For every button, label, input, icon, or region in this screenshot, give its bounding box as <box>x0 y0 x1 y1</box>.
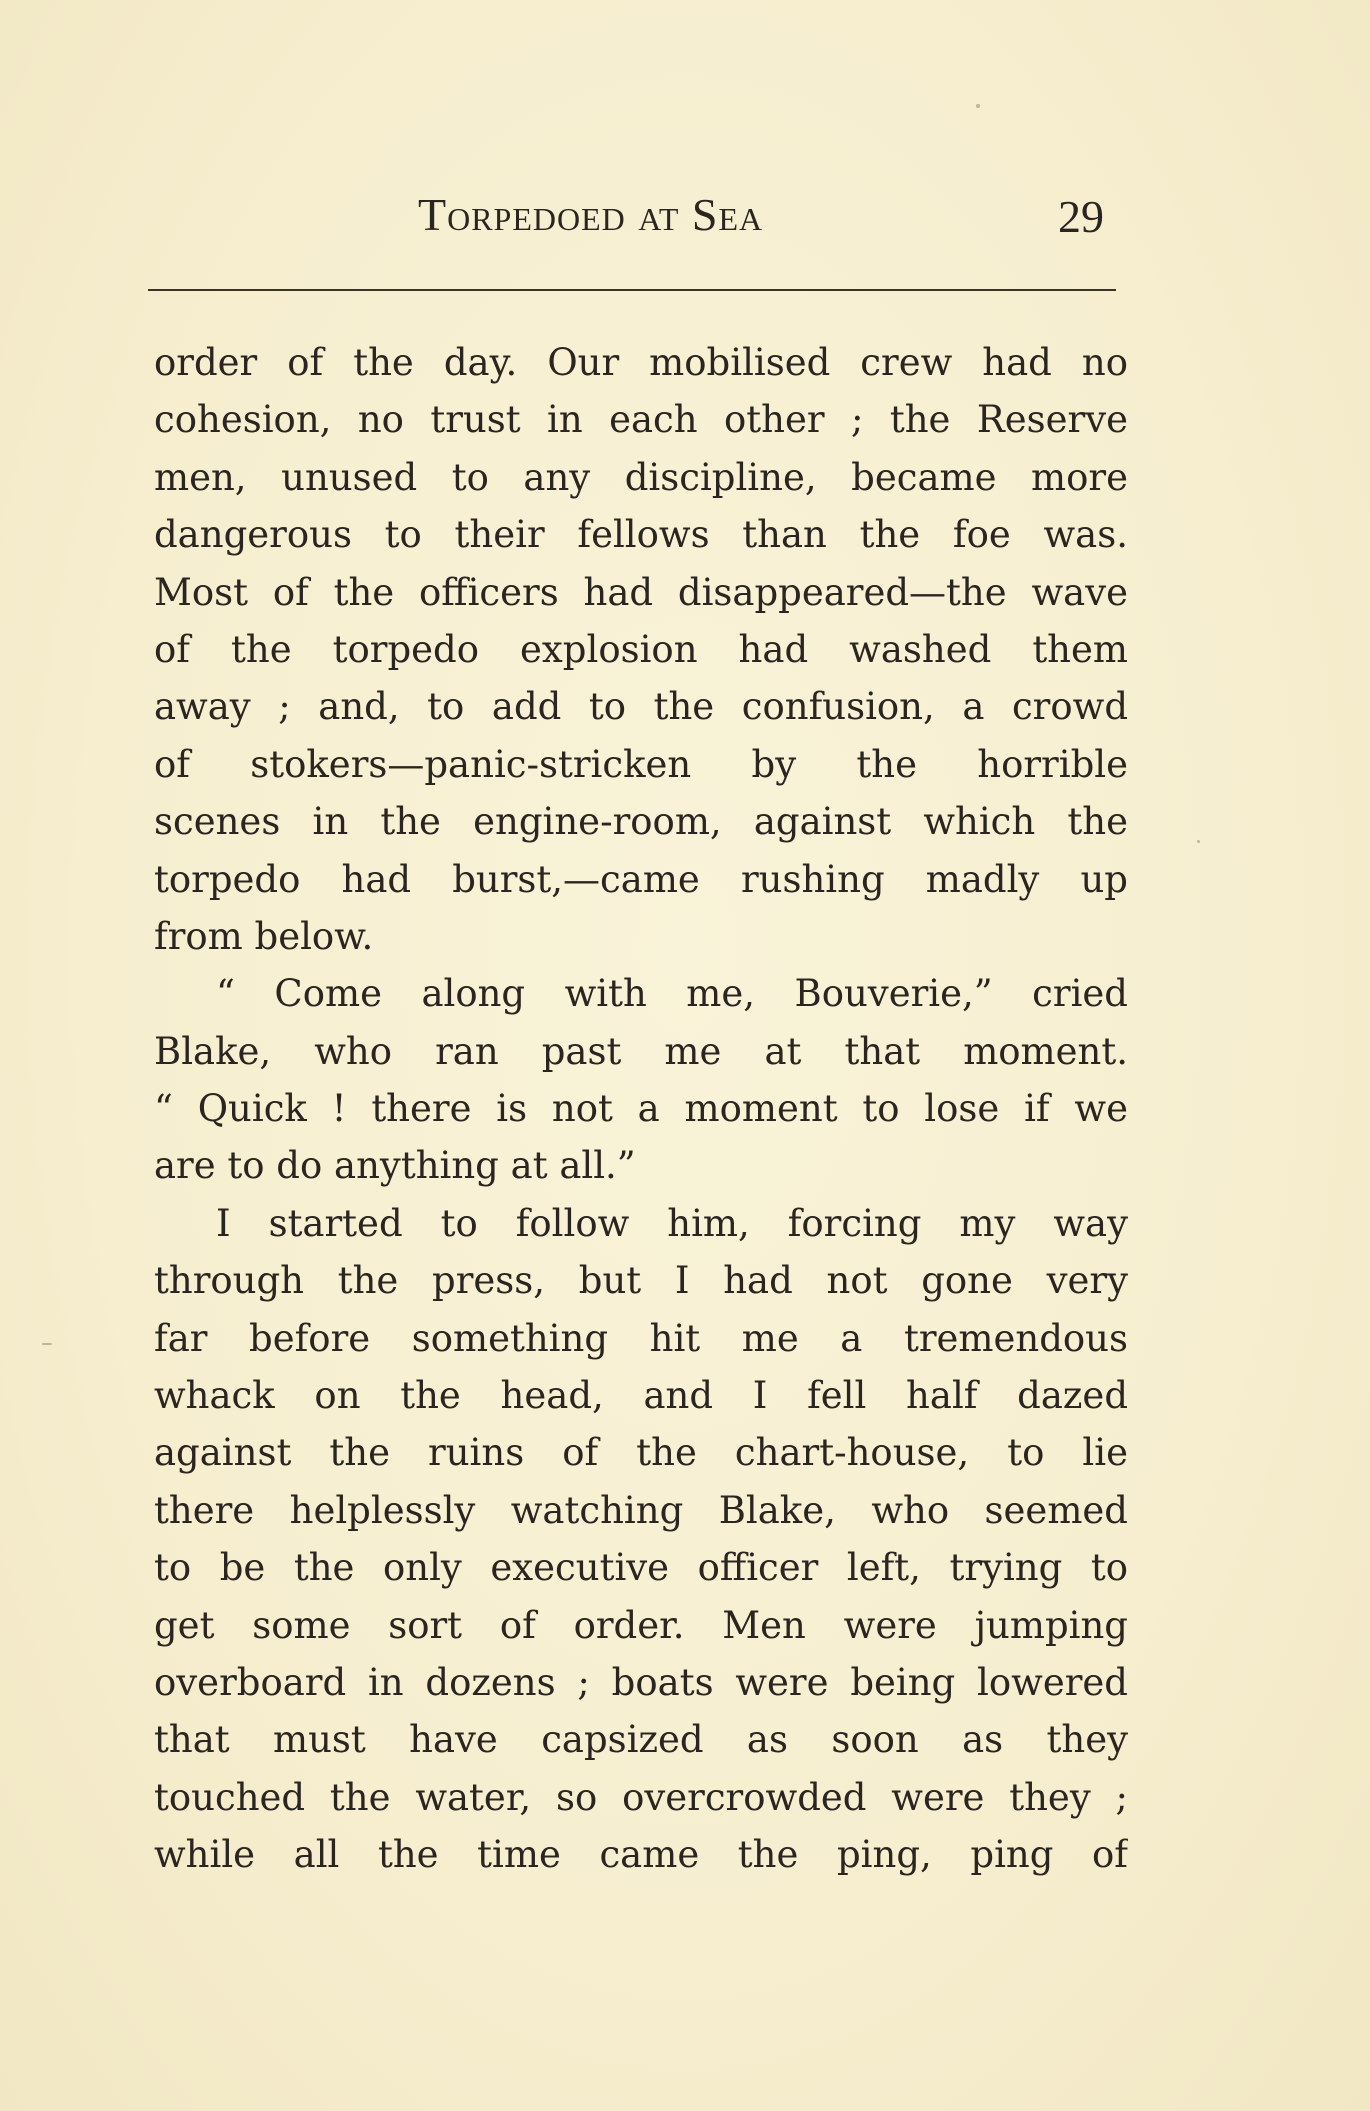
text-line: through the press, but I had not gone very <box>154 1259 1128 1303</box>
running-title: Torpedoed at Sea <box>418 189 764 240</box>
text-line: touched the water, so overcrowded were they ; <box>154 1775 1128 1819</box>
text-line: of stokers—panic-stricken by the horrible <box>154 742 1128 786</box>
text-line: are to do anything at all.” <box>154 1144 636 1188</box>
text-line: Most of the officers had disappeared—the wave <box>154 570 1128 614</box>
page-number: 29 <box>1058 191 1104 242</box>
text-line: get some sort of order. Men were jumping <box>154 1603 1128 1647</box>
text-line: order of the day. Our mobilised crew had no <box>154 341 1128 384</box>
body-text <box>154 334 1128 1884</box>
text-line: whack on the head, and I fell half dazed <box>154 1374 1128 1418</box>
text-line: scenes in the engine-room, against which the <box>154 800 1128 844</box>
text-line: cohesion, no trust in each other ; the Reserve <box>154 398 1128 442</box>
page-header <box>0 188 1370 248</box>
text-line: I started to follow him, forcing my way <box>216 1201 1128 1245</box>
text-line: while all the time came the ping, ping of <box>154 1833 1128 1877</box>
text-line: that must have capsized as soon as they <box>154 1718 1128 1762</box>
header-rule <box>148 289 1116 291</box>
text-line: “ Quick ! there is not a moment to lose if we <box>154 1087 1128 1131</box>
text-line: away ; and, to add to the confusion, a crowd <box>154 685 1128 729</box>
text-line: dangerous to their fellows than the foe was. <box>154 513 1128 557</box>
paper-speck <box>42 1343 52 1345</box>
paper-speck <box>1197 840 1200 843</box>
text-line: against the ruins of the chart-house, to lie <box>154 1431 1128 1475</box>
text-line: overboard in dozens ; boats were being lowered <box>154 1660 1128 1704</box>
text-line: far before something hit me a tremendous <box>154 1316 1128 1360</box>
text-line: torpedo had burst,—came rushing madly up <box>154 857 1128 901</box>
text-line: from below. <box>154 914 374 958</box>
text-line: Blake, who ran past me at that moment. <box>154 1029 1128 1073</box>
text-line: of the torpedo explosion had washed them <box>154 627 1128 671</box>
text-line: men, unused to any discipline, became more <box>154 455 1128 499</box>
text-line: “ Come along with me, Bouverie,” cried <box>216 972 1128 1016</box>
text-line: there helplessly watching Blake, who seemed <box>154 1488 1128 1532</box>
text-line: to be the only executive officer left, trying to <box>154 1546 1128 1590</box>
paper-speck <box>976 104 980 108</box>
